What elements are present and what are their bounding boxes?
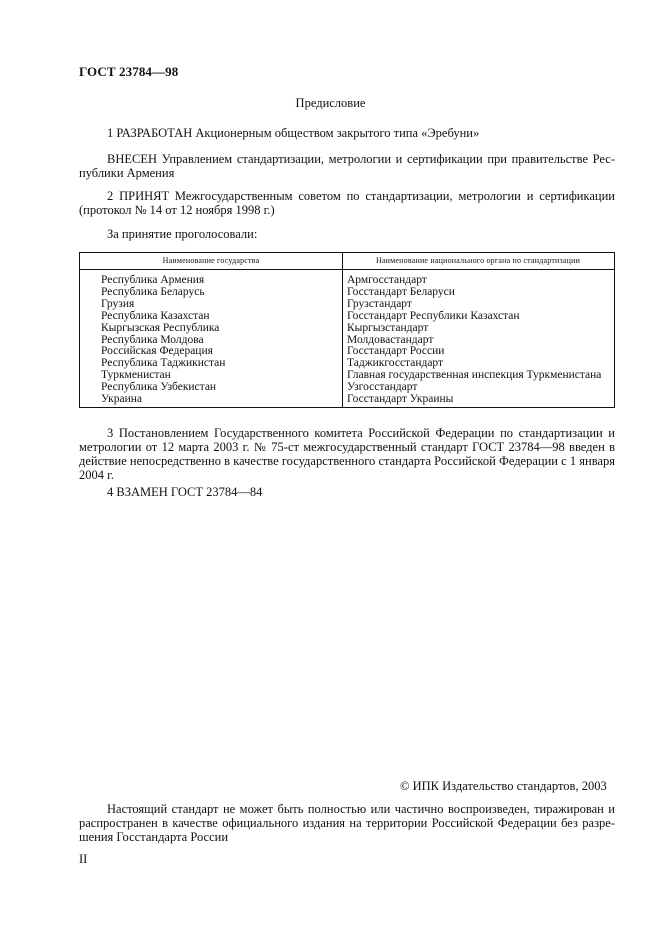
table-row-state: Грузия: [101, 297, 135, 310]
table-row-authority: Грузстандарт: [347, 297, 412, 310]
table-row-authority: Узгосстандарт: [347, 381, 418, 394]
table-row-authority: Главная государственная инспекция Туркменистана: [347, 369, 602, 382]
table-row-authority: Молдовастандарт: [347, 333, 434, 346]
voting-table: [79, 252, 615, 408]
table-row-authority: Госстандарт Украины: [347, 393, 454, 406]
table-row-authority: Госстандарт России: [347, 345, 445, 358]
state-column: [101, 275, 336, 406]
table-row-state: Кыргызская Республика: [101, 321, 220, 334]
table-header-row: [80, 253, 614, 270]
preface-title: Предисловие: [295, 96, 366, 110]
table-row-state: Республика Армения: [101, 274, 205, 286]
table-row-authority: Армгосстандарт: [347, 274, 427, 286]
table-row-authority: Кыргызстандарт: [347, 321, 429, 334]
table-row-authority: Таджикгосстандарт: [347, 357, 444, 370]
table-row-state: Российская Федерация: [101, 345, 213, 358]
copyright-notice: Настоящий стандарт не может быть полностью или частично воспроизведен, тиражирован и распространен в качестве официального издания на территории Российской Федерации без разрешения Госстандарта России: [79, 802, 615, 844]
preface-item-3: 3 Постановлением Государственного комитета Российской Федерации по стандартизации и метрологии от 12 марта 2003 г. № 75-ст межгосударственный стандарт ГОСТ 23784—98 введен в действие непосредственно в качестве государственного стандарта Российской Федерации с 1 января 2004 г.: [79, 426, 615, 482]
table-header-authority: Наименование национального органа по стандартизации: [375, 256, 581, 265]
preface-item-1: 1 РАЗРАБОТАН Акционерным обществом закрытого типа «Эребуни»: [107, 126, 480, 140]
preface-item-2: 2 ПРИНЯТ Межгосударственным советом по стандартизации, метрологии и сертификации (протокол № 14 от 12 ноября 1998 г.): [79, 189, 615, 217]
table-row-state: Республика Узбекистан: [101, 381, 217, 394]
table-row-state: Республика Казахстан: [101, 309, 210, 322]
table-row-state: Республика Беларусь: [101, 285, 205, 298]
table-header-state: Наименование государства: [162, 256, 260, 265]
table-row-state: Украина: [101, 393, 142, 406]
table-row-state: Туркменистан: [101, 369, 171, 382]
table-row-state: Республика Молдова: [101, 333, 204, 346]
preface-item-4: 4 ВЗАМЕН ГОСТ 23784—84: [107, 485, 263, 499]
voted-intro: За принятие проголосовали:: [107, 227, 258, 241]
document-code: ГОСТ 23784—98: [79, 64, 179, 79]
page-number: II: [79, 852, 88, 866]
copyright-line: © ИПК Издательство стандартов, 2003: [400, 779, 607, 793]
preface-introduced: ВНЕСЕН Управлением стандартизации, метрологии и сертификации при правительстве Республики Армения: [79, 152, 615, 180]
table-row-state: Республика Таджикистан: [101, 357, 226, 370]
authority-column: [347, 275, 609, 406]
table-row-authority: Госстандарт Республики Казахстан: [347, 309, 520, 322]
table-column-divider: [342, 253, 343, 407]
table-row-authority: Госстандарт Беларуси: [347, 285, 455, 298]
